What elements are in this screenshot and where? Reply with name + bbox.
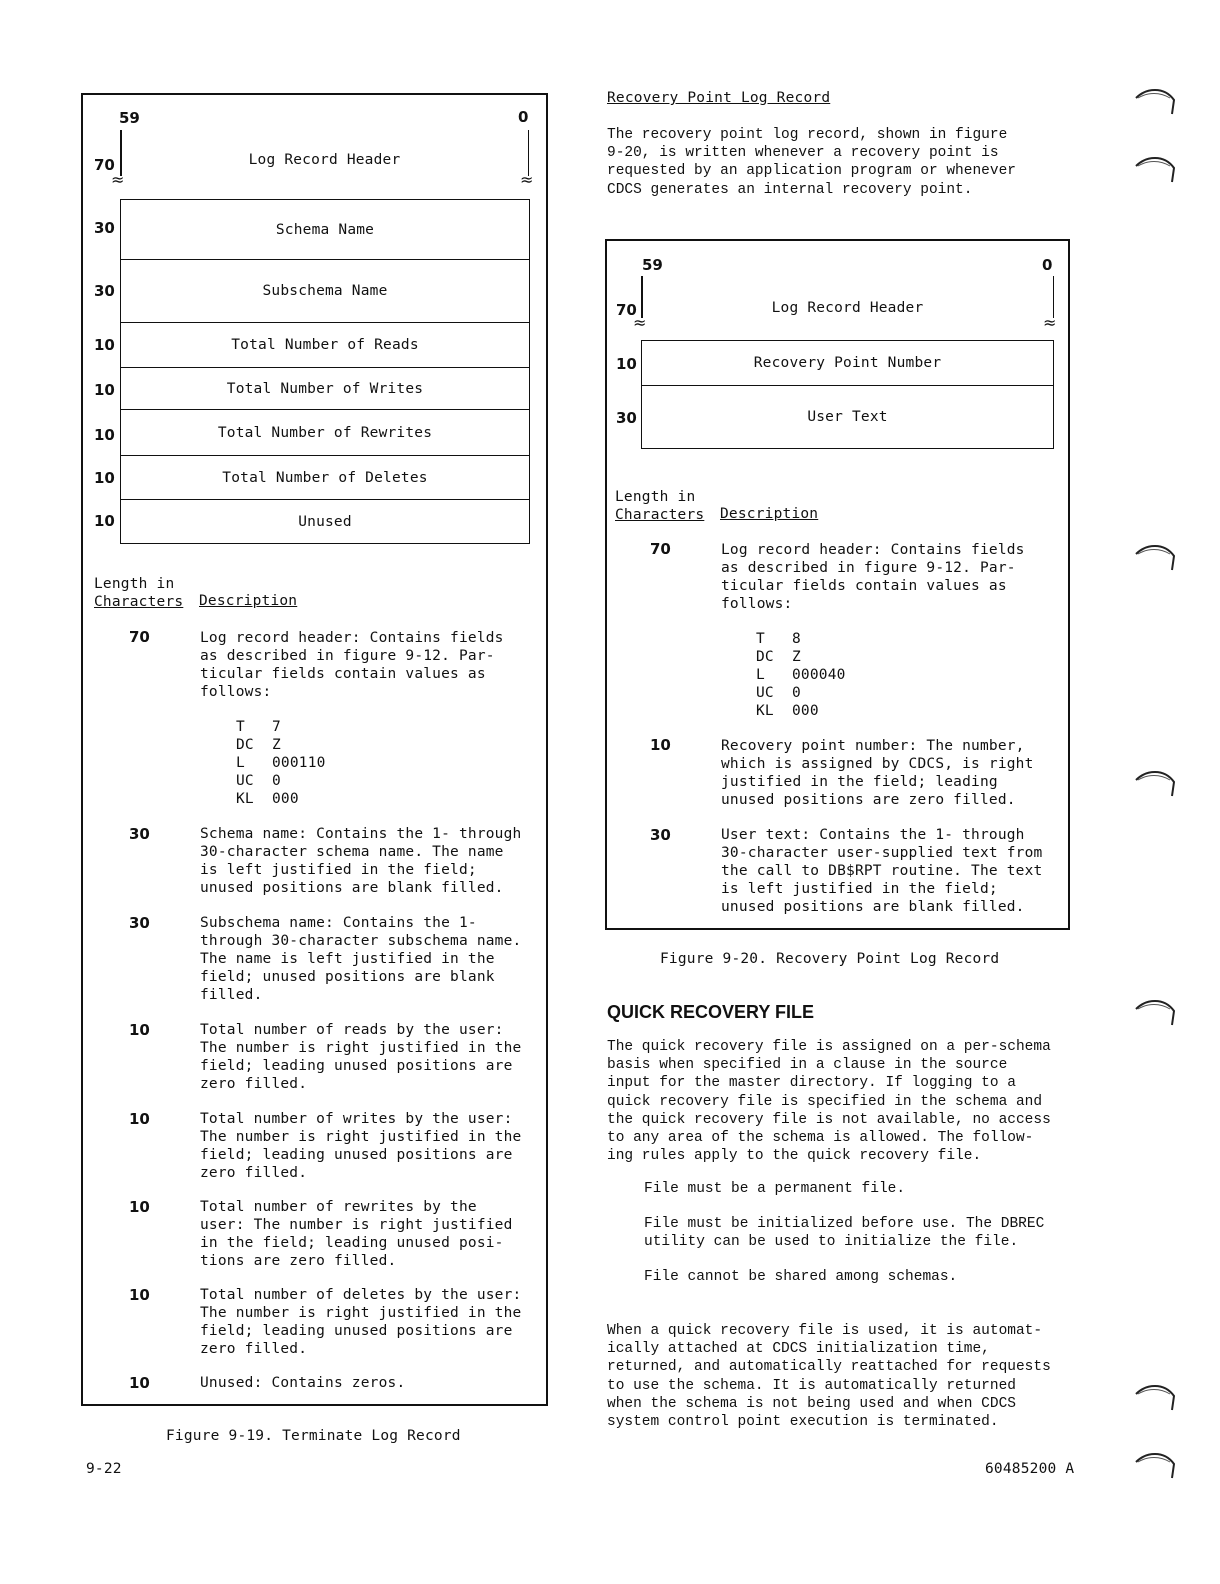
page-number: 9-22	[86, 1461, 122, 1477]
desc-text: Unused: Contains zeros.	[200, 1375, 406, 1391]
intro-paragraph: The recovery point log record, shown in figure 9-20, is written whenever a recovery point is requested by an application program or whenever CDCS generates an internal recovery point.	[607, 127, 1016, 198]
desc-len: 30	[129, 914, 150, 932]
break-mark-icon: ≈	[111, 170, 125, 189]
fig19-field-len: 10	[94, 336, 115, 354]
fig19-col-len-header: Length in Characters	[94, 576, 184, 610]
fig19-schema-name-field: Schema Name	[120, 199, 530, 260]
fig20-field-len: 10	[616, 355, 637, 373]
fig19-field-len: 10	[94, 469, 115, 487]
fig20-user-text-field: User Text	[641, 385, 1054, 449]
fig19-header-field	[120, 130, 529, 198]
binder-hole-icon	[1134, 766, 1178, 800]
fig20-recovery-point-number-field: Recovery Point Number	[641, 340, 1054, 386]
desc-text: Subschema name: Contains the 1- through 30-character subschema name. The name is left justified in the field; unused positions are blank filled.	[200, 915, 522, 1003]
desc-len: 70	[650, 540, 671, 558]
break-mark-icon: ≈	[1043, 313, 1057, 332]
fig19-bit-high: 59	[119, 109, 140, 127]
fig20-field-label: Log Record Header	[771, 300, 924, 316]
fig19-reads-field: Total Number of Reads	[120, 322, 530, 368]
fig19-bit-low: 0	[518, 108, 529, 126]
desc-len: 30	[129, 825, 150, 843]
quick-recovery-heading: QUICK RECOVERY FILE	[607, 1002, 815, 1022]
fig19-header-values: T 7 DC Z L 000110 UC 0 KL 000	[236, 719, 326, 807]
rule-item: File must be a permanent file.	[644, 1181, 906, 1197]
fig19-field-len: 10	[94, 512, 115, 530]
fig19-deletes-field: Total Number of Deletes	[120, 455, 530, 500]
fig19-col-desc-header: Description	[199, 593, 298, 609]
desc-text: Schema name: Contains the 1- through 30-character schema name. The name is left justified in the field; unused positions are blank filled.	[200, 826, 522, 896]
fig20-field-len: 70	[616, 301, 637, 319]
fig19-unused-field: Unused	[120, 499, 530, 544]
fig20-col-len-header: Length in Characters	[615, 489, 705, 523]
break-mark-icon: ≈	[520, 170, 534, 189]
desc-len: 10	[650, 736, 671, 754]
fig19-rewrites-field: Total Number of Rewrites	[120, 409, 530, 456]
binder-hole-icon	[1134, 1448, 1178, 1482]
quick-recovery-paragraph-2: When a quick recovery file is used, it is automat- ically attached at CDCS initialization time, returned, and automatically reattached for requests to use the schema. It is automatically returned when the schema is not being used and when CDCS system control point execution is terminated.	[607, 1323, 1051, 1431]
binder-hole-icon	[1134, 995, 1178, 1029]
figure-9-20-caption: Figure 9-20. Recovery Point Log Record	[660, 951, 1000, 967]
desc-text: Log record header: Contains fields as described in figure 9-12. Par- ticular fields contain values as follows:	[200, 630, 504, 700]
fig19-field-len: 10	[94, 381, 115, 399]
fig20-header-values: T 8 DC Z L 000040 UC 0 KL 000	[756, 631, 846, 719]
break-mark-icon: ≈	[633, 313, 647, 332]
quick-recovery-paragraph-1: The quick recovery file is assigned on a per-schema basis when specified in a clause in the source input for the master directory. If logging to a quick recovery file is specified in the schema and the quick recovery file is not available, no access to any area of the schema is allowed. The follow- ing rules apply to the quick recovery file.	[607, 1039, 1051, 1165]
desc-text: Log record header: Contains fields as described in figure 9-12. Par- ticular fields contain values as follows:	[721, 542, 1025, 612]
rule-item: File must be initialized before use. The DBREC utility can be used to initialize the file.	[644, 1216, 1045, 1251]
binder-hole-icon	[1134, 1380, 1178, 1414]
fig19-field-len: 30	[94, 282, 115, 300]
desc-len: 70	[129, 628, 150, 646]
desc-text: Total number of reads by the user: The number is right justified in the field; leading unused positions are zero filled.	[200, 1022, 522, 1092]
desc-len: 10	[129, 1198, 150, 1216]
desc-len: 10	[129, 1374, 150, 1392]
fig20-bit-high: 59	[642, 256, 663, 274]
document-number: 60485200 A	[985, 1461, 1075, 1477]
binder-hole-icon	[1134, 152, 1178, 186]
desc-len: 30	[650, 826, 671, 844]
fig20-field-len: 30	[616, 409, 637, 427]
rule-item: File cannot be shared among schemas.	[644, 1269, 958, 1285]
fig20-col-desc-header: Description	[720, 506, 819, 522]
desc-len: 10	[129, 1110, 150, 1128]
fig19-field-label: Log Record Header	[248, 152, 401, 168]
fig20-bit-low: 0	[1042, 256, 1053, 274]
binder-hole-icon	[1134, 84, 1178, 118]
fig19-subschema-name-field: Subschema Name	[120, 259, 530, 323]
desc-text: Total number of rewrites by the user: The number is right justified in the field; leading unused posi- tions are zero filled.	[200, 1199, 513, 1269]
section-title: Recovery Point Log Record	[607, 90, 831, 106]
fig19-field-len: 10	[94, 426, 115, 444]
desc-text: Total number of deletes by the user: The number is right justified in the field; leading unused positions are zero filled.	[200, 1287, 522, 1357]
desc-text: User text: Contains the 1- through 30-character user-supplied text from the call to DB$RPT routine. The text is left justified in the field; unused positions are blank filled.	[721, 827, 1043, 915]
fig20-header-field	[641, 276, 1057, 340]
desc-text: Total number of writes by the user: The number is right justified in the field; leading unused positions are zero filled.	[200, 1111, 522, 1181]
figure-9-19-caption: Figure 9-19. Terminate Log Record	[166, 1428, 461, 1444]
fig19-writes-field: Total Number of Writes	[120, 367, 530, 410]
desc-len: 10	[129, 1286, 150, 1304]
fig19-field-len: 70	[94, 156, 115, 174]
desc-text: Recovery point number: The number, which is assigned by CDCS, is right justified in the field; leading unused positions are zero filled.	[721, 738, 1034, 808]
binder-hole-icon	[1134, 540, 1178, 574]
desc-len: 10	[129, 1021, 150, 1039]
fig19-field-len: 30	[94, 219, 115, 237]
